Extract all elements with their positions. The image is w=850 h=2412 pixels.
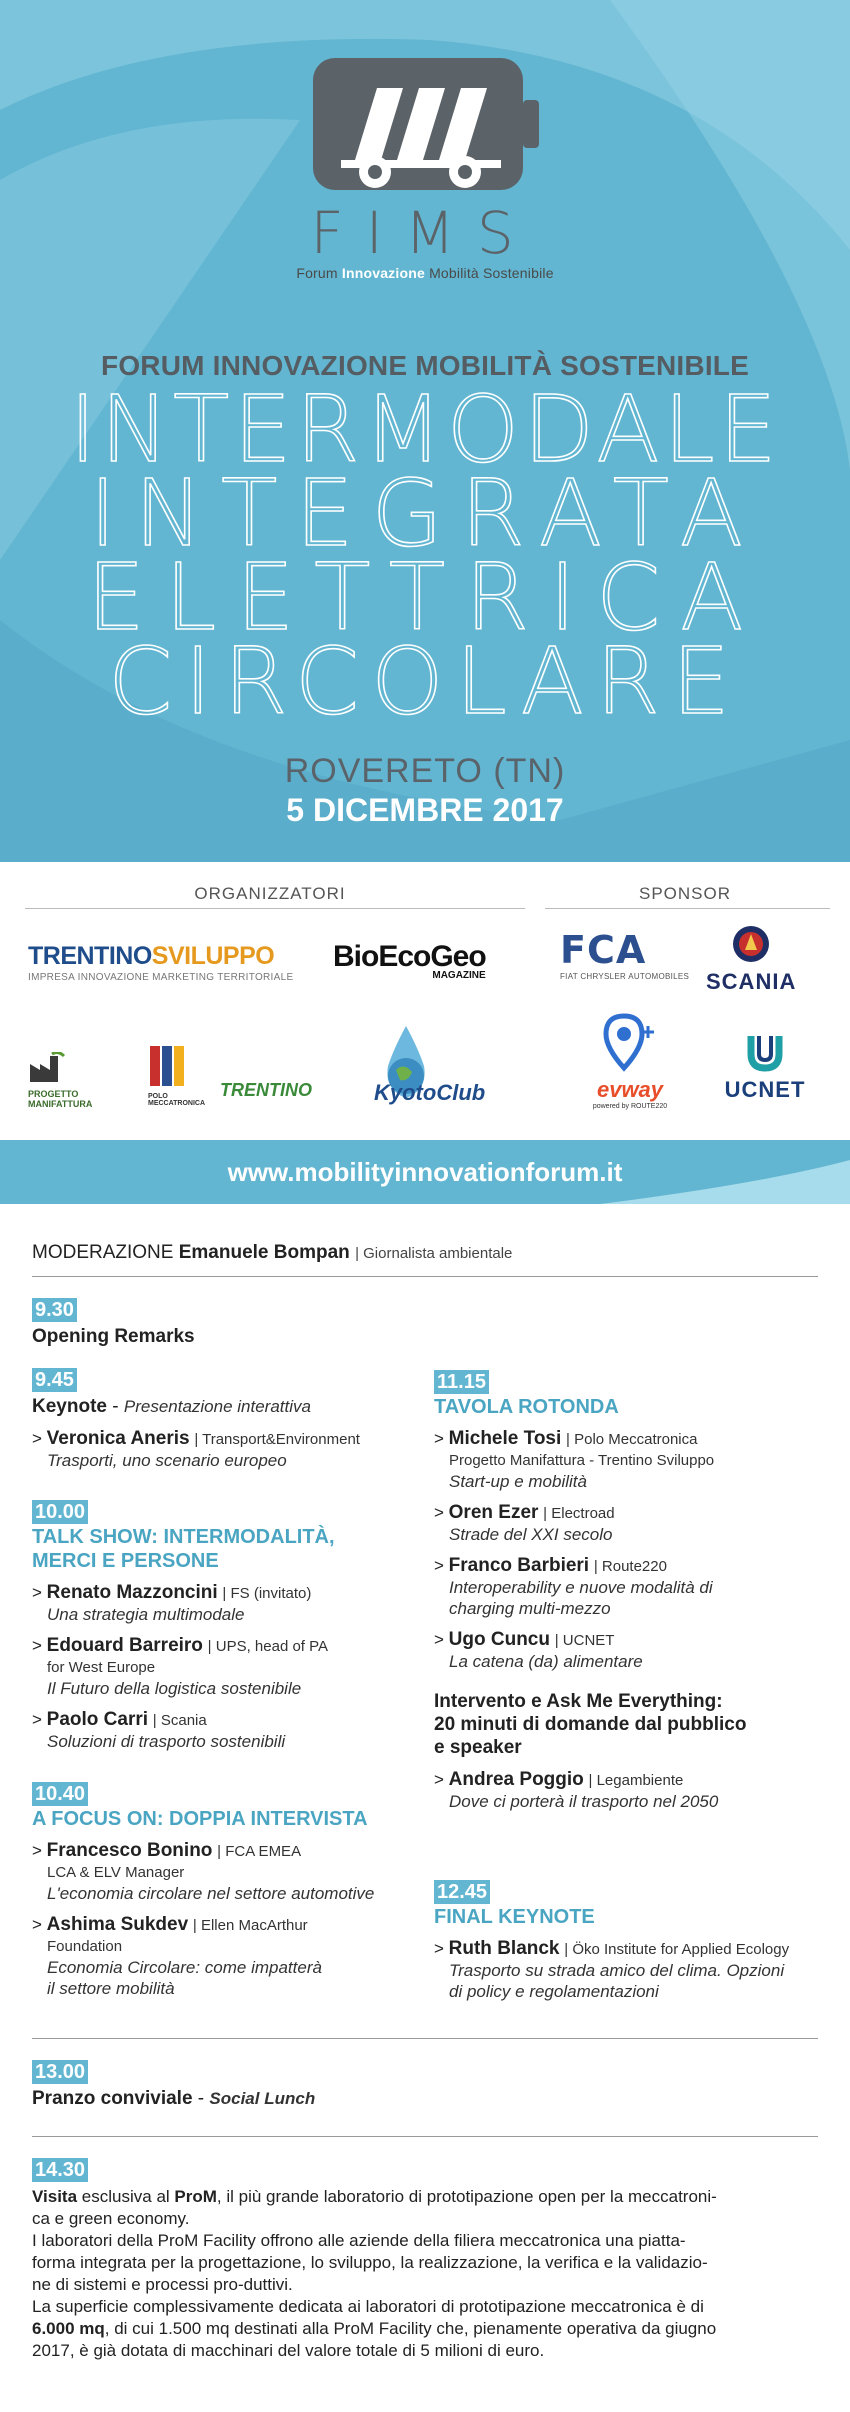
visit-word: Visita — [32, 2187, 78, 2206]
speaker-item: > Michele Tosi | Polo Meccatronica Progetto Manifattura - Trentino Sviluppo Start-up e mobilità — [434, 1428, 834, 1492]
speaker-name: Franco Barbieri — [448, 1555, 590, 1576]
fca-sub: FIAT CHRYSLER AUTOMOBILES — [560, 972, 690, 981]
speaker-item: > Veronica Aneris | Transport&Environment Trasporti, uno scenario europeo — [32, 1428, 432, 1471]
speaker-affiliation: Ellen MacArthur — [200, 1917, 308, 1934]
factory-icon — [28, 1052, 68, 1084]
talk-title: Strade del XXI secolo — [449, 1525, 613, 1544]
para-3-line-3: 2017, è già dotata di macchinari del valore totale di 5 milioni di euro. — [32, 2341, 545, 2360]
time-badge: 10.00 — [32, 1500, 88, 1524]
fims-wordmark: FIMS — [310, 199, 536, 263]
speaker-name: Ashima Sukdev — [46, 1914, 189, 1935]
talk-title: La catena (da) alimentare — [449, 1652, 643, 1671]
theme-line-4: CIRCOLARE — [108, 628, 742, 735]
qa-line-2: 20 minuti di domande dal pubblico — [434, 1714, 747, 1735]
bioecogeo-text: BioEcoGeo — [333, 940, 486, 973]
speaker-affiliation: FS (invitato) — [230, 1585, 312, 1602]
talk-title: Trasporti, uno scenario europeo — [47, 1451, 287, 1470]
tagline-innovazione: Innovazione — [341, 265, 425, 281]
website-link[interactable]: www.mobilityinnovationforum.it — [227, 1157, 623, 1187]
evway-logo[interactable] — [585, 1012, 675, 1110]
speaker-item: > Franco Barbieri | Route220 Interoperability e nuove modalità di charging multi-mezzo — [434, 1555, 834, 1619]
speaker-affiliation: UPS, head of PA — [215, 1638, 329, 1655]
qa-line-1: Intervento e Ask Me Everything: — [434, 1691, 723, 1712]
time-badge: 11.15 — [434, 1370, 489, 1394]
time-badge: 9.45 — [32, 1368, 77, 1392]
trentino-logo[interactable] — [220, 1080, 312, 1101]
speaker-affiliation: FCA EMEA — [225, 1843, 302, 1860]
sponsors-divider — [545, 908, 830, 909]
scania-text: SCANIA — [706, 969, 797, 994]
polo-bars-icon — [148, 1044, 196, 1088]
speaker-item: > Paolo Carri | Scania Soluzioni di trasporto sostenibili — [32, 1709, 432, 1752]
bioecogeo-logo[interactable] — [333, 940, 486, 981]
speaker-item: > Oren Ezer | Electroad Strade del XXI secolo — [434, 1502, 834, 1545]
speaker-name: Michele Tosi — [448, 1428, 562, 1449]
para-2-line-1: I laboratori della ProM Facility offrono alle aziende della filiera meccatronica una piatta- — [32, 2231, 686, 2250]
area-text: , di cui 1.500 mq destinati alla ProM Facility che, pienamente operativa da giugno — [104, 2319, 717, 2338]
speaker-name: Paolo Carri — [46, 1709, 149, 1730]
ts-subtitle: IMPRESA INNOVAZIONE MARKETING TERRITORIALE — [28, 972, 294, 983]
kyoto-text: KyotoClub — [374, 1080, 486, 1105]
moderator-name: Emanuele Bompan — [178, 1242, 350, 1263]
section-title: A FOCUS ON: DOPPIA INTERVISTA — [32, 1808, 368, 1830]
speaker-item: > Edouard Barreiro | UPS, head of PA for West Europe Il Futuro della logistica sostenibile — [32, 1635, 432, 1699]
kyoto-club-logo[interactable] — [366, 1018, 506, 1123]
time-badge: 14.30 — [32, 2158, 88, 2182]
speaker-name: Andrea Poggio — [448, 1769, 584, 1790]
speaker-item: > Ruth Blanck | Öko Institute for Applied Ecology Trasporto su strada amico del clima. Opzioni di policy e regolamentazioni — [434, 1938, 834, 2002]
speaker-affiliation: Electroad — [551, 1505, 615, 1522]
ucnet-logo[interactable] — [720, 1032, 810, 1103]
event-date: 5 DICEMBRE 2017 — [286, 792, 564, 828]
prom-word: ProM — [174, 2187, 217, 2206]
speaker-affiliation: Legambiente — [596, 1772, 684, 1789]
visit-description — [32, 2186, 822, 2362]
partners-section — [0, 862, 850, 1140]
organizers-divider — [25, 908, 525, 909]
speaker-name: Francesco Bonino — [46, 1840, 213, 1861]
talk-title-line-2: charging multi-mezzo — [449, 1599, 611, 1618]
ucnet-text: UCNET — [724, 1077, 806, 1102]
talk-title-line-2: di policy e regolamentazioni — [449, 1982, 659, 2001]
speaker-name: Edouard Barreiro — [46, 1635, 203, 1656]
slot-1115 — [434, 1370, 834, 1812]
slot-title: Keynote — [32, 1396, 107, 1417]
section-title: TAVOLA ROTONDA — [434, 1396, 619, 1418]
talk-title: Start-up e mobilità — [449, 1472, 587, 1491]
slot-1040 — [32, 1782, 432, 1999]
section-title-1: TALK SHOW: INTERMODALITÀ, — [32, 1526, 335, 1548]
speaker-affiliation-extra: Foundation — [47, 1938, 123, 1955]
speaker-item: > Andrea Poggio | Legambiente Dove ci porterà il trasporto nel 2050 — [434, 1769, 834, 1812]
speaker-affiliation: Öko Institute for Applied Ecology — [572, 1941, 790, 1958]
para-1-line-2: ca e green economy. — [32, 2209, 190, 2228]
speaker-item: > Ugo Cuncu | UCNET La catena (da) alimentare — [434, 1629, 834, 1672]
ucnet-u-icon — [743, 1032, 787, 1072]
speaker-affiliation: Route220 — [601, 1558, 667, 1575]
slot-1430 — [32, 2158, 812, 2182]
theme-line-3: ELETTRICA — [86, 544, 764, 651]
speaker-affiliation: Polo Meccatronica — [574, 1431, 698, 1448]
talk-title: Dove ci porterà il trasporto nel 2050 — [449, 1792, 719, 1811]
organizers-heading: ORGANIZZATORI — [194, 884, 346, 903]
slot-1300: 13.00 Pranzo conviviale - Social Lunch — [32, 2061, 316, 2109]
speaker-affiliation: UCNET — [562, 1632, 615, 1649]
speaker-item: > Renato Mazzoncini | FS (invitato) Una strategia multimodale — [32, 1582, 432, 1625]
scania-griffin-icon — [731, 924, 771, 964]
talk-title: L'economia circolare nel settore automotive — [47, 1884, 375, 1903]
logo-tagline — [0, 265, 850, 281]
speaker-affiliation-extra: LCA & ELV Manager — [47, 1864, 185, 1881]
slot-0945: 9.45 Keynote - Presentazione interattiva > Veronica Aneris | Transport&Environment Trasporti, uno scenario europeo — [32, 1368, 432, 1471]
speaker-item: > Francesco Bonino | FCA EMEA LCA & ELV Manager L'economia circolare nel settore automotive — [32, 1840, 432, 1904]
talk-title-line-1: Economia Circolare: come impatterà — [47, 1958, 322, 1977]
visit-text: esclusiva al — [81, 2187, 170, 2206]
scania-logo[interactable] — [706, 924, 796, 995]
slot-title: Pranzo conviviale — [32, 2088, 193, 2109]
evway-sub: powered by ROUTE220 — [592, 1103, 668, 1110]
para-1-line-1 — [32, 2186, 822, 2208]
bus-battery-icon — [295, 48, 555, 263]
trentino-text: TRENTINO — [220, 1080, 312, 1100]
manifattura-text: PROGETTO MANIFATTURA — [28, 1089, 93, 1109]
speaker-name: Veronica Aneris — [46, 1428, 190, 1449]
qa-line-3: e speaker — [434, 1737, 522, 1758]
time-badge: 9.30 — [32, 1298, 77, 1322]
polo-text: POLO MECCATRONICA — [148, 1093, 206, 1107]
ts-word-1: TRENTINO — [28, 942, 152, 970]
evway-text: evway — [596, 1077, 664, 1102]
polo-meccatronica-logo[interactable] — [148, 1044, 204, 1107]
para-2-line-3: ne di sistemi e processi pro-duttivi. — [32, 2275, 293, 2294]
talk-title-line-1: Trasporto su strada amico del clima. Opzioni — [449, 1961, 785, 1980]
fca-text: FCA — [560, 928, 647, 972]
bioecogeo-sub: MAGAZINE — [432, 970, 486, 981]
slot-subtitle: Social Lunch — [209, 2089, 316, 2108]
divider-top — [32, 1276, 818, 1277]
time-badge: 13.00 — [32, 2060, 88, 2084]
slot-1245 — [434, 1880, 834, 2002]
hero-banner — [0, 0, 850, 862]
qa-block — [434, 1690, 834, 1759]
moderation-line: MODERAZIONE Emanuele Bompan | Giornalista ambientale — [32, 1242, 513, 1263]
speaker-affiliation: Transport&Environment — [202, 1431, 360, 1448]
talk-title: Una strategia multimodale — [47, 1605, 245, 1624]
section-title-2: MERCI E PERSONE — [32, 1550, 219, 1572]
progetto-manifattura-logo[interactable] — [28, 1052, 138, 1109]
forum-title: FORUM INNOVAZIONE MOBILITÀ SOSTENIBILE — [101, 350, 749, 381]
event-city: ROVERETO (TN) — [284, 752, 566, 790]
para-3-line-1: La superficie complessivamente dedicata ai laboratori di prototipazione meccatronica è di — [32, 2297, 704, 2316]
speaker-affiliation: Scania — [160, 1712, 207, 1729]
website-banner — [0, 1140, 850, 1204]
fims-logo — [0, 48, 850, 281]
divider-bottom — [32, 2136, 818, 2137]
ts-word-2: SVILUPPO — [151, 942, 275, 970]
moderator-role: Giornalista ambientale — [363, 1245, 513, 1262]
visit-text-2: , il più grande laboratorio di prototipazione open per la meccatroni- — [216, 2187, 717, 2206]
speaker-name: Renato Mazzoncini — [46, 1582, 218, 1603]
speaker-affiliation-extra: for West Europe — [47, 1659, 156, 1676]
speaker-name: Ruth Blanck — [448, 1938, 560, 1959]
tagline-mobilita: Mobilità Sostenibile — [429, 265, 554, 281]
program-section — [0, 1204, 850, 2412]
speaker-name: Oren Ezer — [448, 1502, 539, 1523]
talk-title: Il Futuro della logistica sostenibile — [47, 1679, 302, 1698]
time-badge: 12.45 — [434, 1880, 490, 1904]
speaker-affiliation-extra: Progetto Manifattura - Trentino Sviluppo — [449, 1452, 715, 1469]
slot-0930 — [32, 1298, 432, 1348]
slot-1000 — [32, 1500, 432, 1752]
speaker-name: Ugo Cuncu — [448, 1629, 550, 1650]
speaker-item: > Ashima Sukdev | Ellen MacArthur Foundation Economia Circolare: come impatterà il settore mobilità — [32, 1914, 432, 1999]
para-3-line-2 — [32, 2318, 822, 2340]
talk-title-line-2: il settore mobilità — [47, 1979, 175, 1998]
time-badge: 10.40 — [32, 1782, 88, 1806]
sponsors-heading: SPONSOR — [638, 884, 732, 903]
tagline-forum: Forum — [296, 265, 338, 281]
fca-logo[interactable] — [560, 928, 689, 981]
slot-subtitle: Presentazione interattiva — [123, 1397, 311, 1416]
talk-title-line-1: Interoperability e nuove modalità di — [449, 1578, 713, 1597]
theme-line-1: INTERMODALE — [69, 376, 781, 483]
moderation-label: MODERAZIONE — [32, 1242, 174, 1263]
slot-title: Opening Remarks — [32, 1326, 195, 1347]
theme-lines — [0, 376, 850, 735]
theme-line-2: INTEGRATA — [89, 460, 761, 567]
map-pin-plug-icon — [600, 1012, 660, 1072]
divider-middle — [32, 2038, 818, 2039]
area-value: 6.000 mq — [32, 2319, 105, 2338]
trentino-sviluppo-logo[interactable] — [28, 942, 293, 983]
section-title: FINAL KEYNOTE — [434, 1906, 595, 1928]
talk-title: Soluzioni di trasporto sostenibili — [47, 1732, 286, 1751]
para-2-line-2: forma integrata per la progettazione, lo sviluppo, la realizzazione, la verifica e la validazio- — [32, 2253, 708, 2272]
